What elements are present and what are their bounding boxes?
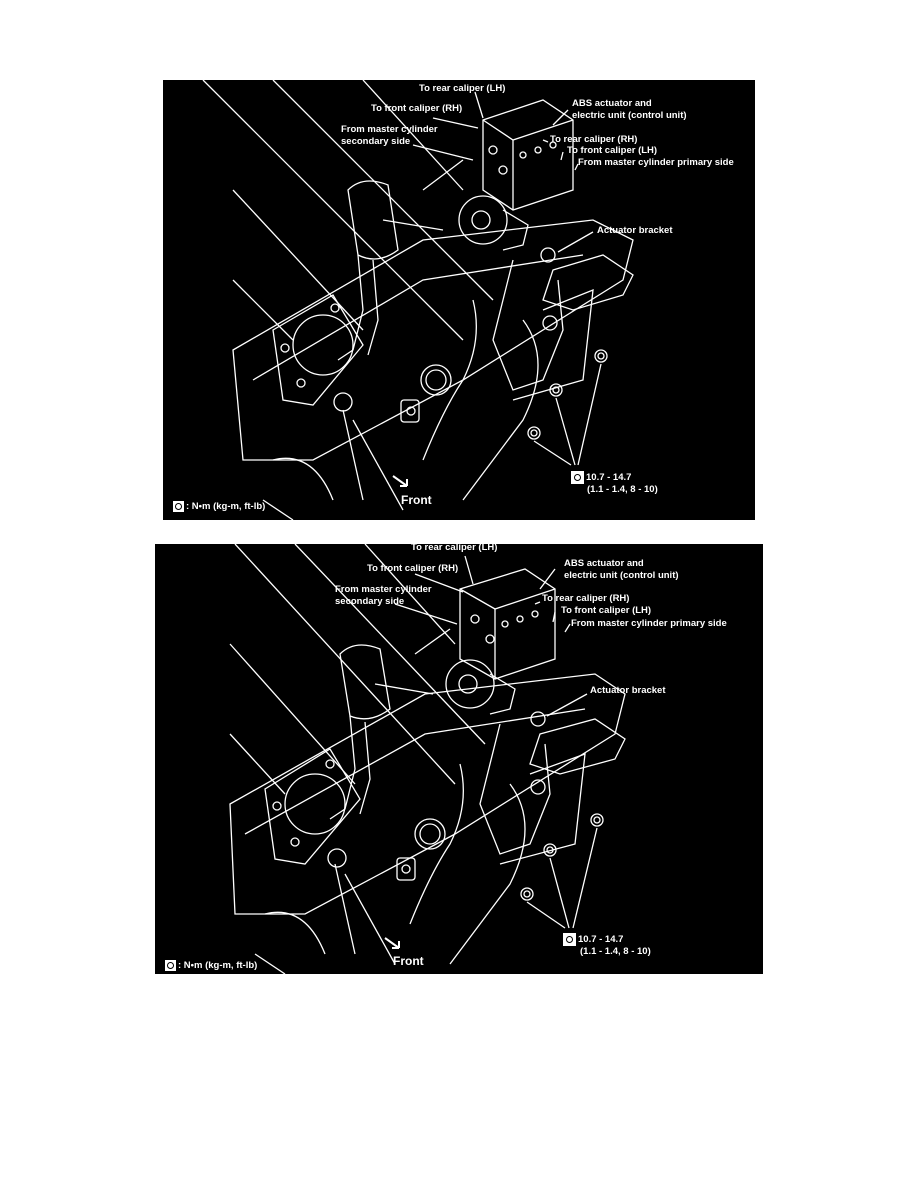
diagram-linework — [163, 80, 755, 520]
torque-wrench-icon — [571, 471, 584, 484]
abs-actuator-diagram-2 — [155, 544, 763, 974]
label-abs-actuator-2: electric unit (control unit) — [572, 110, 687, 121]
torque-value: 10.7 - 14.7 — [586, 472, 632, 484]
legend-units: : N•m (kg-m, ft-lb) — [186, 501, 266, 513]
torque-legend — [173, 501, 265, 512]
torque-value: 10.7 - 14.7 — [578, 934, 624, 946]
label-front: Front — [393, 954, 424, 968]
label-front: Front — [401, 493, 432, 507]
label-to-rear-caliper-rh: To rear caliper (RH) — [542, 593, 630, 604]
label-master-cylinder-secondary-2: secondary side — [335, 596, 405, 607]
torque-spec — [571, 471, 631, 484]
label-master-cylinder-primary: From master cylinder primary side — [578, 157, 734, 168]
label-to-front-caliper-lh: To front caliper (LH) — [561, 605, 652, 616]
label-to-front-caliper-rh: To front caliper (RH) — [367, 563, 459, 574]
legend-units: : N•m (kg-m, ft-lb) — [178, 960, 258, 972]
abs-actuator-diagram-1 — [163, 80, 755, 520]
torque-alt-units: (1.1 - 1.4, 8 - 10) — [580, 946, 651, 957]
torque-alt-units: (1.1 - 1.4, 8 - 10) — [587, 484, 658, 495]
label-to-rear-caliper-lh: To rear caliper (LH) — [411, 544, 498, 553]
label-abs-actuator-1: ABS actuator and — [564, 558, 644, 569]
label-to-rear-caliper-rh: To rear caliper (RH) — [550, 134, 638, 145]
torque-spec — [563, 933, 623, 946]
diagram-linework — [155, 544, 763, 974]
label-master-cylinder-secondary-2: secondary side — [341, 136, 411, 147]
torque-wrench-icon — [173, 501, 184, 512]
label-to-rear-caliper-lh: To rear caliper (LH) — [419, 83, 506, 94]
torque-legend — [165, 960, 257, 971]
label-abs-actuator-1: ABS actuator and — [572, 98, 652, 109]
label-master-cylinder-primary: From master cylinder primary side — [571, 618, 727, 629]
torque-wrench-icon — [165, 960, 176, 971]
label-actuator-bracket: Actuator bracket — [597, 225, 673, 236]
front-arrow-icon — [391, 474, 413, 492]
label-to-front-caliper-lh: To front caliper (LH) — [567, 145, 658, 156]
torque-wrench-icon — [563, 933, 576, 946]
label-master-cylinder-secondary-1: From master cylinder — [341, 124, 438, 135]
label-master-cylinder-secondary-1: From master cylinder — [335, 584, 432, 595]
label-abs-actuator-2: electric unit (control unit) — [564, 570, 679, 581]
front-arrow-icon — [383, 936, 405, 954]
label-to-front-caliper-rh: To front caliper (RH) — [371, 103, 463, 114]
label-actuator-bracket: Actuator bracket — [590, 685, 666, 696]
